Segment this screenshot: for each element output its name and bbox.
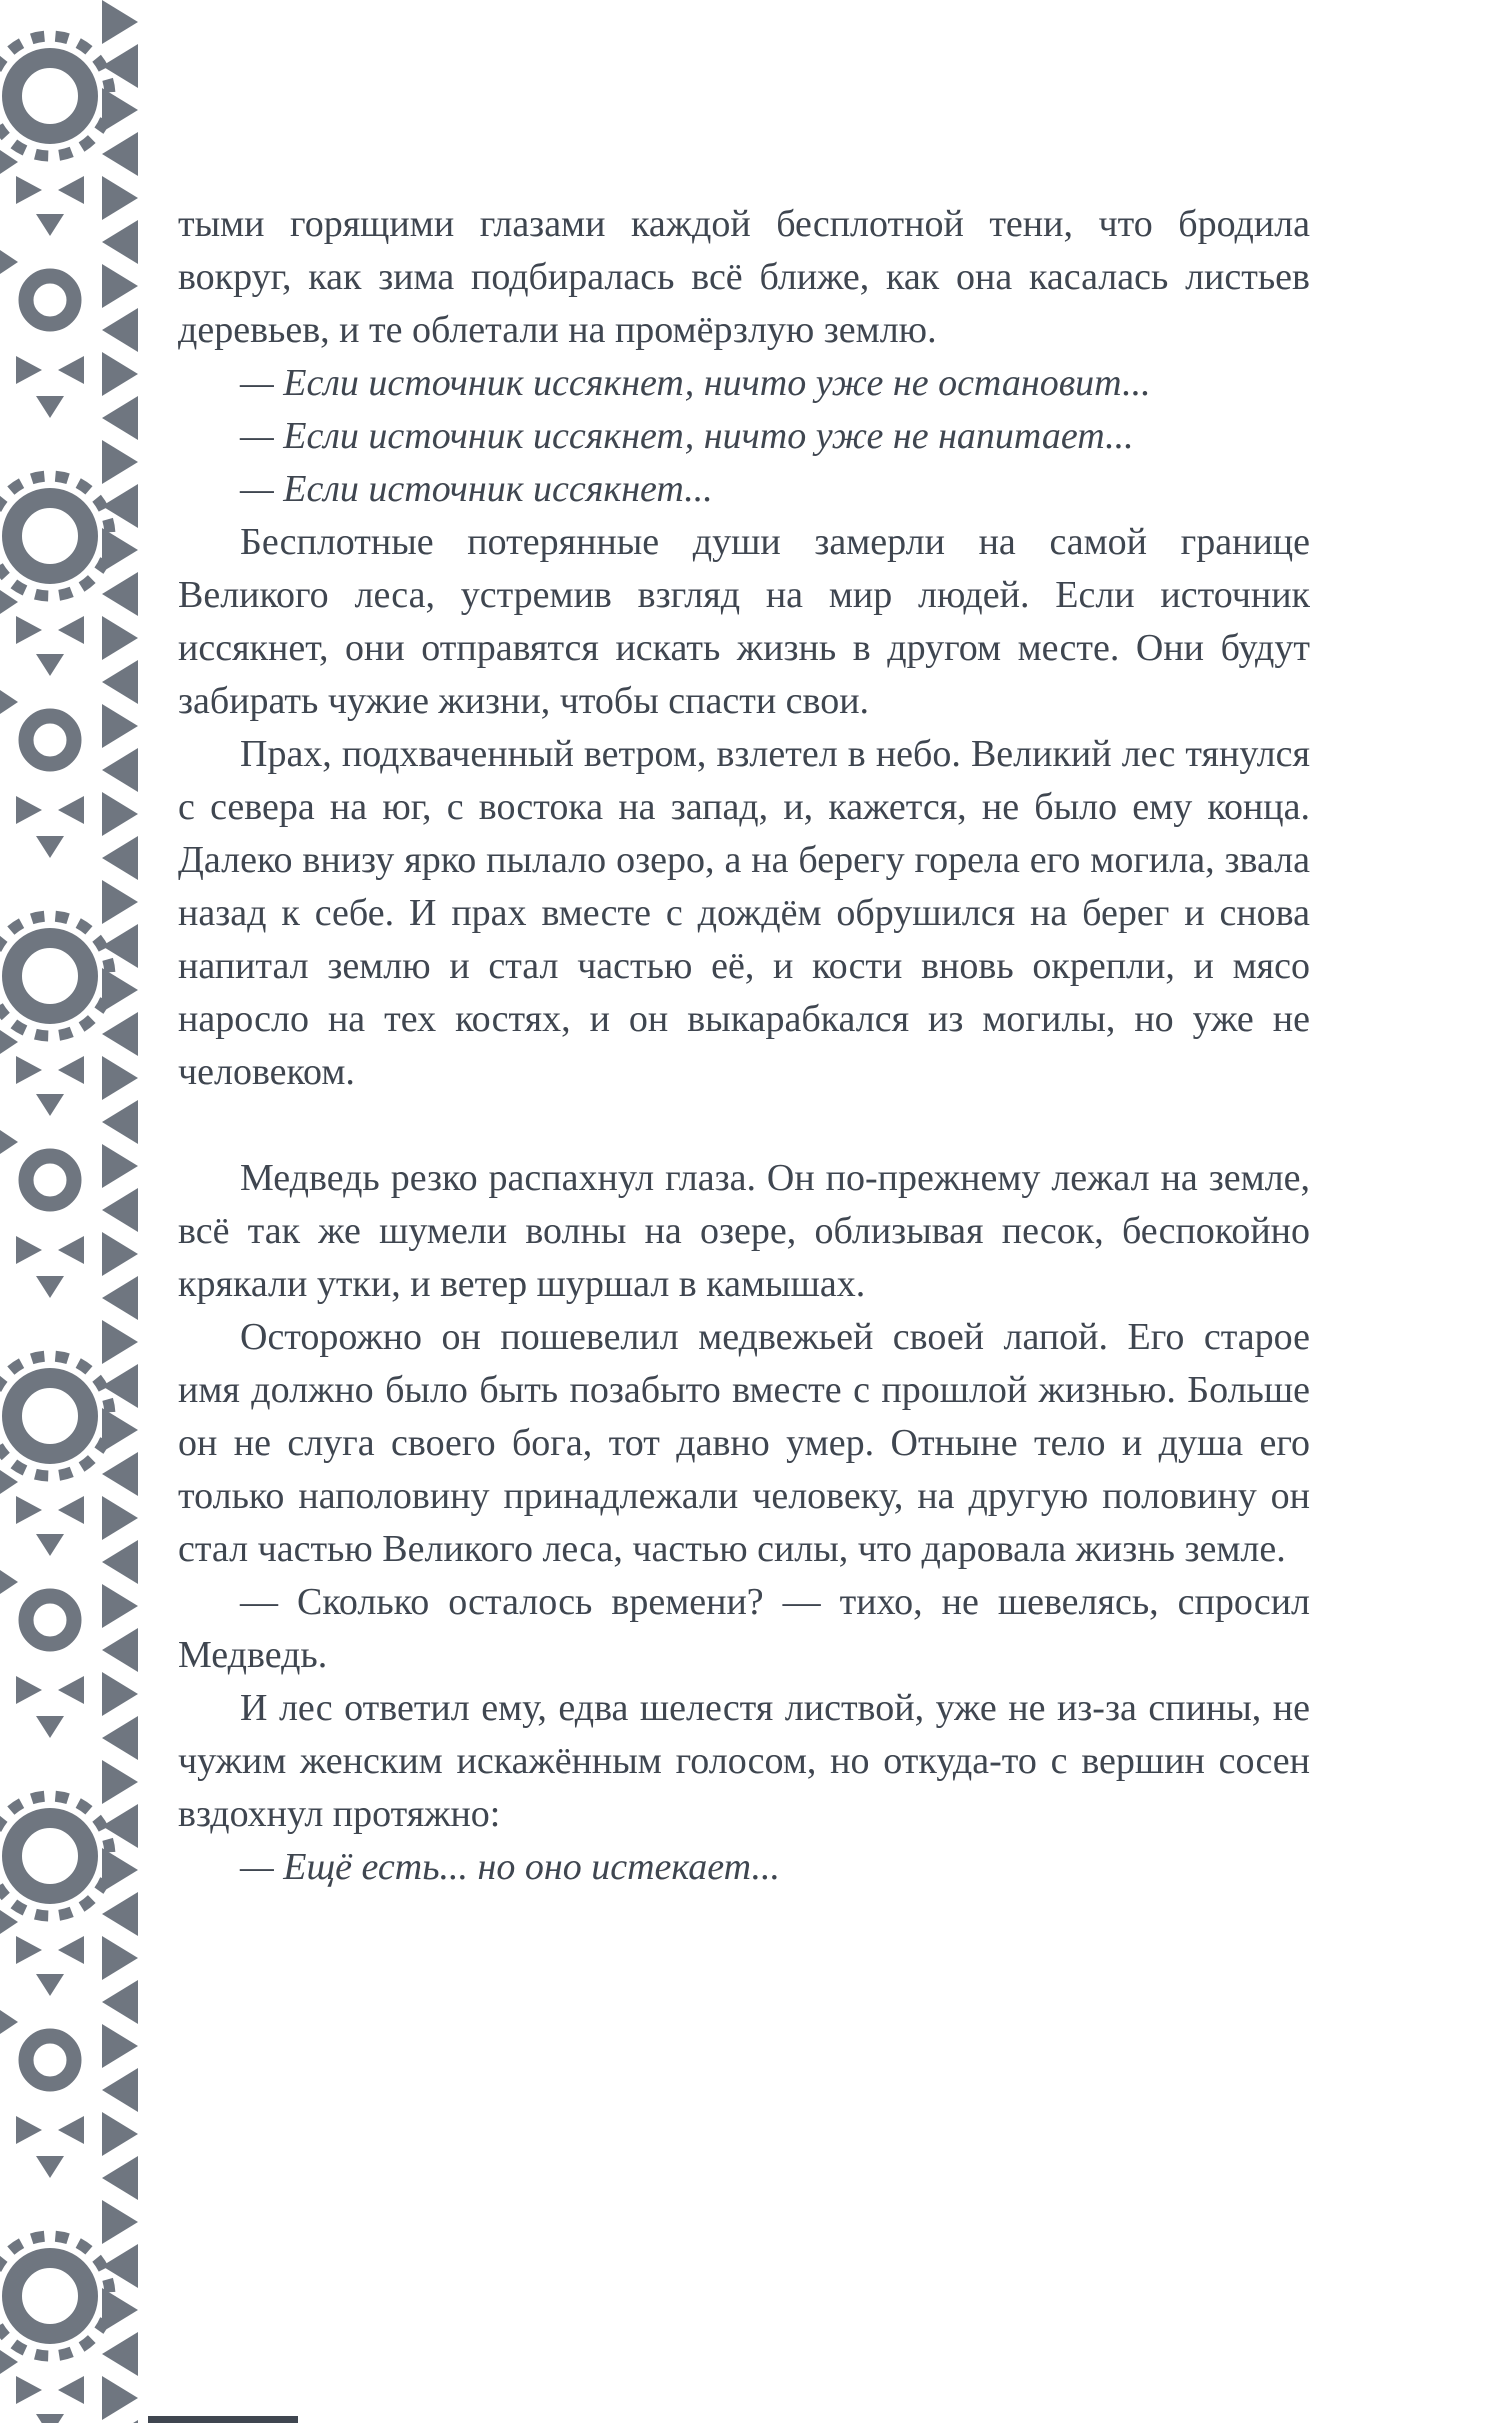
decorative-border-pattern <box>0 0 142 2423</box>
dialogue-line: — Если источник иссякнет... <box>240 468 713 510</box>
dialogue-line: — Сколько осталось времени? — тихо, не шевелясь, спросил Медведь. <box>178 1581 1310 1676</box>
page-text <box>178 198 1310 1894</box>
dialogue-line: — Ещё есть... но оно истекает... <box>240 1846 780 1888</box>
paragraph: И лес ответил ему, едва шелестя листвой, уже не из-за спины, не чужим женским искажённым голосом, но откуда-то с вершин сосен вздохнул протяжно: <box>178 1687 1310 1835</box>
paragraph: Прах, подхваченный ветром, взлетел в небо. Великий лес тянулся с севера на юг, с востока на запад, и, кажется, не было ему конца. Далеко внизу ярко пылало озеро, а на берегу горела его могила, звала назад к себе. И прах вместе с дождём обрушился на берег и снова напитал землю и стал частью её, и кости вновь окрепли, и мясо наросло на тех костях, и он выкарабкался из могилы, но уже не человеком. <box>178 733 1310 1093</box>
dialogue-line: — Если источник иссякнет, ничто уже не остановит... <box>240 362 1151 404</box>
paragraph: Осторожно он пошевелил медвежьей своей лапой. Его старое имя должно было быть позабыто вместе с прошлой жизнью. Больше он не слуга своего бога, тот давно умер. Отныне тело и душа его только наполовину принадлежали человеку, на другую половину он стал частью Великого леса, частью силы, что даровала жизнь земле. <box>178 1316 1310 1570</box>
paragraph: тыми горящими глазами каждой бесплотной тени, что бродила вокруг, как зима подбиралась всё ближе, как она касалась листьев деревьев, и те облетали на промёрзлую землю. <box>178 203 1310 351</box>
paragraph: Бесплотные потерянные души замерли на самой границе Великого леса, устремив взгляд на мир людей. Если источник иссякнет, они отправятся искать жизнь в другом месте. Они будут забирать чужие жизни, чтобы спасти свои. <box>178 521 1310 722</box>
cropped-footer-mark <box>148 2416 298 2423</box>
dialogue-line: — Если источник иссякнет, ничто уже не напитает... <box>240 415 1134 457</box>
paragraph: Медведь резко распахнул глаза. Он по-прежнему лежал на земле, всё так же шумели волны на озере, облизывая песок, беспокойно крякали утки, и ветер шуршал в камышах. <box>178 1157 1310 1305</box>
